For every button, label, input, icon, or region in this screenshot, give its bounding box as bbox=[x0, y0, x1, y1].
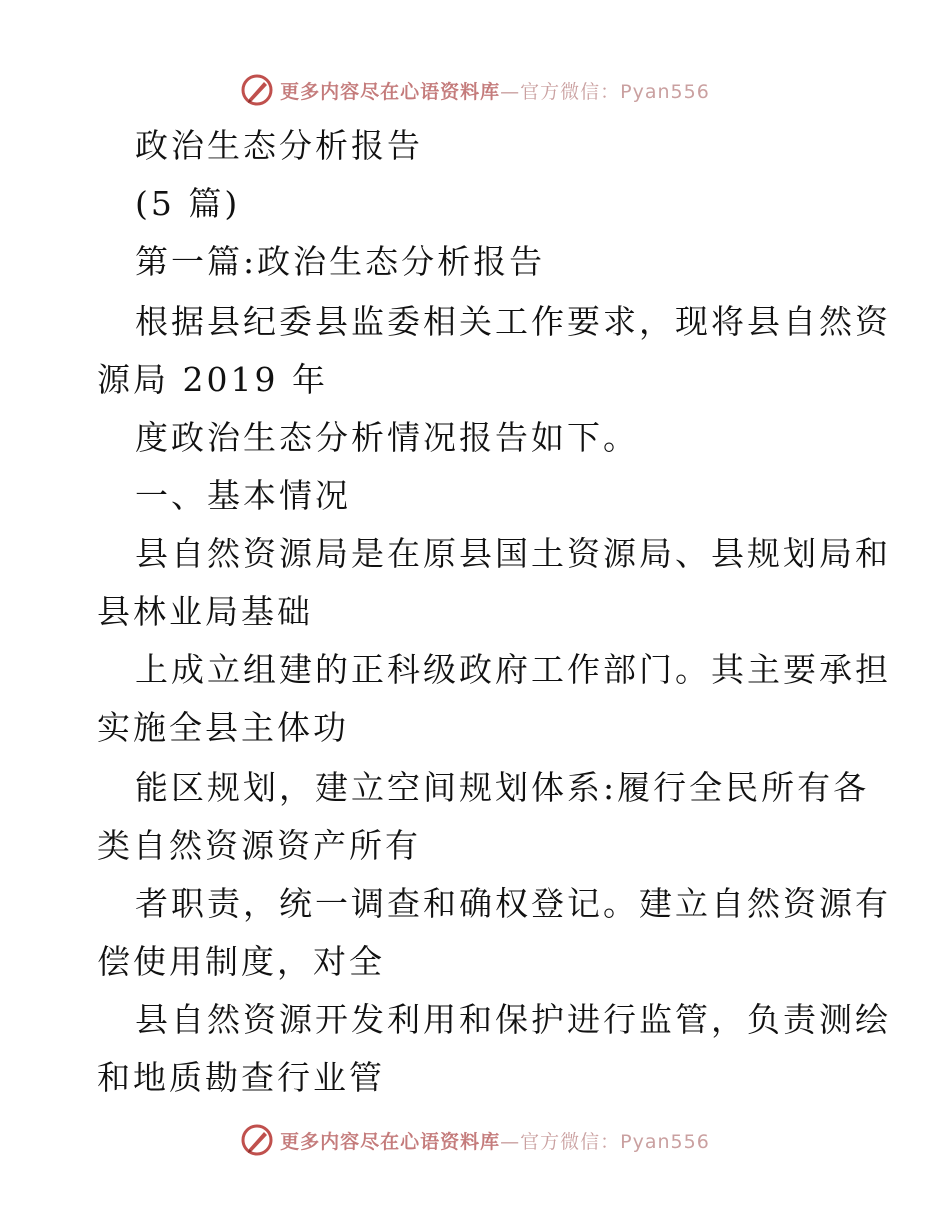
paragraph-line: 根据县纪委县监委相关工作要求，现将县自然资 bbox=[135, 302, 891, 341]
document-title: 政治生态分析报告 bbox=[135, 126, 423, 165]
paragraph-line: 度政治生态分析情况报告如下。 bbox=[135, 418, 639, 457]
paragraph-line: 类自然资源资产所有 bbox=[97, 826, 421, 865]
paragraph-line: 和地质勘查行业管 bbox=[97, 1058, 385, 1097]
section-heading: 第一篇:政治生态分析报告 bbox=[135, 242, 546, 281]
document-subtitle: (5 篇) bbox=[135, 184, 241, 223]
paragraph-line: 能区规划，建立空间规划体系:履行全民所有各 bbox=[135, 768, 870, 807]
pen-logo-icon bbox=[240, 1123, 274, 1157]
footer-watermark bbox=[0, 1120, 950, 1160]
watermark-lead: 更多内容尽在心语资料库 bbox=[280, 80, 501, 103]
watermark-wechat: —官方微信：Pyan556 bbox=[500, 1130, 710, 1153]
paragraph-line: 源局 2019 年 bbox=[97, 360, 328, 399]
paragraph-line: 实施全县主体功 bbox=[97, 708, 349, 747]
watermark-lead: 更多内容尽在心语资料库 bbox=[280, 1130, 501, 1153]
watermark-text bbox=[280, 1127, 710, 1154]
subsection-heading: 一、基本情况 bbox=[135, 476, 351, 515]
paragraph-line: 县自然资源开发利用和保护进行监管，负责测绘 bbox=[135, 1000, 891, 1039]
watermark-wechat: —官方微信：Pyan556 bbox=[500, 80, 710, 103]
paragraph-line: 县自然资源局是在原县国土资源局、县规划局和 bbox=[135, 534, 891, 573]
paragraph-line: 县林业局基础 bbox=[97, 592, 313, 631]
paragraph-line: 上成立组建的正科级政府工作部门。其主要承担 bbox=[135, 650, 891, 689]
paragraph-line: 偿使用制度，对全 bbox=[97, 942, 385, 981]
paragraph-line: 者职责，统一调查和确权登记。建立自然资源有 bbox=[135, 884, 891, 923]
